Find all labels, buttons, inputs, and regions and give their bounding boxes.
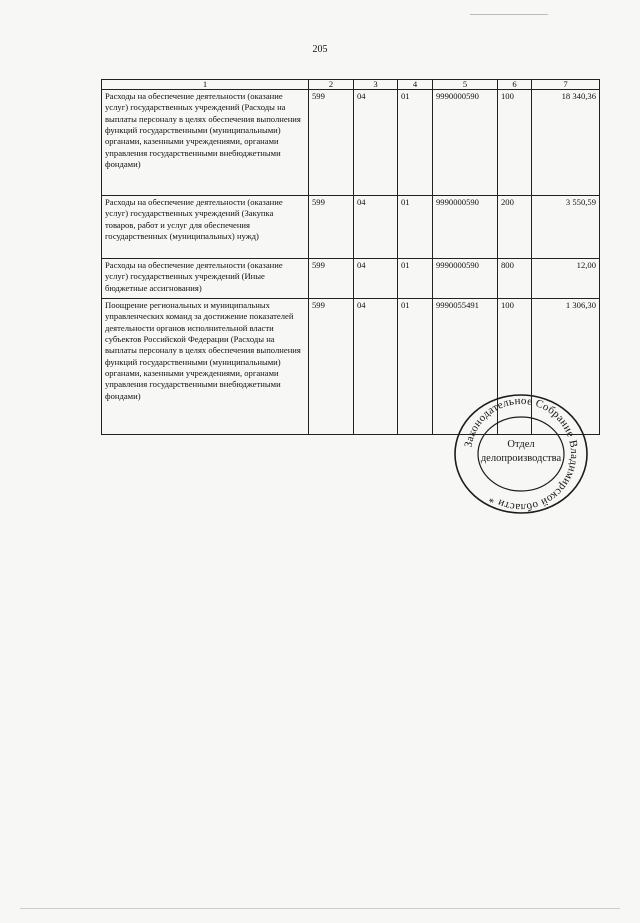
office-stamp: [452, 392, 590, 517]
row-csr: 9990000590: [433, 90, 498, 196]
row-glava: 599: [309, 196, 354, 259]
table-row: [102, 90, 600, 196]
header-col-6: 6: [498, 80, 532, 90]
scan-edge-bottom: [20, 908, 620, 909]
header-col-3: 3: [354, 80, 398, 90]
header-col-5: 5: [433, 80, 498, 90]
scan-edge-top: [470, 14, 548, 15]
header-col-1: 1: [102, 80, 309, 90]
stamp-ring-text: Законодательное Собрание Владимирской области *: [462, 394, 581, 514]
row-csr: 9990055491: [433, 299, 498, 435]
row-podrazdel: 01: [398, 259, 433, 299]
row-podrazdel: 01: [398, 299, 433, 435]
row-vr: 800: [498, 259, 532, 299]
row-glava: 599: [309, 299, 354, 435]
row-vr: 100: [498, 90, 532, 196]
row-csr: 9990000590: [433, 259, 498, 299]
row-glava: 599: [309, 90, 354, 196]
table-row: [102, 196, 600, 259]
row-sum: 12,00: [532, 259, 600, 299]
row-sum: 3 550,59: [532, 196, 600, 259]
header-col-7: 7: [532, 80, 600, 90]
table-row: [102, 259, 600, 299]
budget-table: [101, 79, 600, 435]
header-col-4: 4: [398, 80, 433, 90]
page-number: 205: [312, 44, 328, 55]
row-podrazdel: 01: [398, 90, 433, 196]
row-description: Поощрение региональных и муниципальных управленческих команд за достижение показателей деятельности органов исполнительной власти субъектов Российской Федерации (Расходы на выплаты персоналу в целях обеспечения выполнения функций государственными (муниципальными) органами, казенными учреждениями, органами управления государственными внебюджетными фондами): [102, 299, 309, 435]
stamp-center-line2: делопроизводства: [480, 453, 562, 464]
row-description: Расходы на обеспечение деятельности (оказание услуг) государственных учреждений (Закупка товаров, работ и услуг для обеспечения государственных (муниципальных) нужд): [102, 196, 309, 259]
row-vr: 100: [498, 299, 532, 435]
row-razdel: 04: [354, 299, 398, 435]
row-glava: 599: [309, 259, 354, 299]
row-description: Расходы на обеспечение деятельности (оказание услуг) государственных учреждений (Расходы на выплаты персоналу в целях обеспечения выполнения функций государственными (муниципальными) органами, казенными учреждениями, органами управления государственными внебюджетными фондами): [102, 90, 309, 196]
row-csr: 9990000590: [433, 196, 498, 259]
row-razdel: 04: [354, 90, 398, 196]
header-col-2: 2: [309, 80, 354, 90]
row-vr: 200: [498, 196, 532, 259]
row-description: Расходы на обеспечение деятельности (оказание услуг) государственных учреждений (Иные бюджетные ассигнования): [102, 259, 309, 299]
row-razdel: 04: [354, 196, 398, 259]
row-sum: 1 306,30: [532, 299, 600, 435]
row-sum: 18 340,36: [532, 90, 600, 196]
row-razdel: 04: [354, 259, 398, 299]
stamp-center-line1: Отдел: [507, 439, 535, 450]
row-podrazdel: 01: [398, 196, 433, 259]
table-header-row: [102, 80, 600, 90]
